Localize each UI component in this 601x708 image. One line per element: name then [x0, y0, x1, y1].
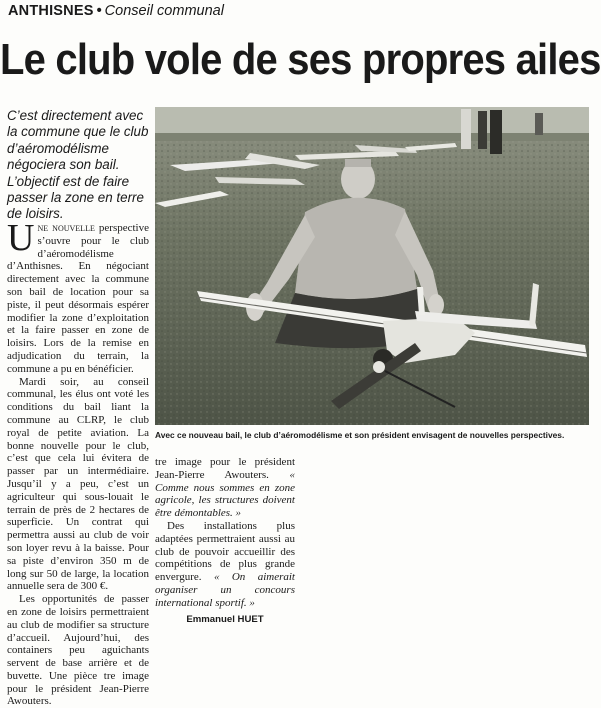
- kicker-bullet: •: [96, 3, 102, 19]
- article-column-2: [155, 456, 295, 625]
- article-column-1: [7, 217, 149, 708]
- chapo: C’est directement avec la commune que le club d’aéromodélisme négociera son bail. L’objectif est de faire passer la zone en terre de loisirs.: [7, 108, 149, 222]
- paragraph-4: [155, 520, 295, 610]
- paragraph-lead: ne nouvelle: [37, 222, 95, 234]
- author-byline: Emmanuel HUET: [186, 613, 264, 625]
- headline: Le club vole de ses propres ailes: [0, 36, 601, 84]
- kicker-location: ANTHISNES: [8, 3, 94, 19]
- quote-2: « On aimerait organiser un concours international sportif. »: [155, 571, 295, 609]
- paragraph-1: [7, 217, 149, 376]
- col2-lead-text: tre image pour le président Jean-Pierre Awouters.: [155, 456, 295, 481]
- paragraph-3-continued: [155, 456, 295, 520]
- paragraph-2: Mardi soir, au conseil communal, les élus ont voté les conditions du bail liant la commune au CLRP, le club royal de petite aviation. La bonne nouvelle pour le club, c’est que cela lui évitera de passer par un intermédiaire. Jusqu’il y a peu, c’est un agriculteur qui sous-louait le terrain de près de 2 hectares de superficie. Un contrat qui permettra aussi au club de voir son loyer revu à la baisse. Pour sa piste d’environ 350 m de long sur 50 de large, la location annuelle sera de 300 €.: [7, 375, 149, 593]
- kicker-section: Conseil communal: [104, 3, 224, 19]
- paragraph-4-text: Des installations plus adaptées permettraient aussi au club de pouvoir accueillir des compétitions de plus grande envergure.: [155, 519, 295, 584]
- article-photo: [155, 107, 589, 425]
- kicker: [8, 3, 224, 19]
- paragraph-1-text: perspective s’ouvre pour le club d’aéromodélisme d’Anthisnes. En négociant directement avec la commune son bail de location pour sa piste, il peut désormais espérer modifier la zone d’exploitation et la faire passer en zone de loisirs. Lors de la remise en adjudication du terrain, la commune a pu en bénéficier.: [7, 222, 149, 375]
- paragraph-3: Les opportunités de passer en zone de loisirs permettraient au club de modifier sa structure d’accueil. Aujourd’hui, des containers peu aguichants servent de base arrière et de buvette. Une pièce tre image pour le président Jean-Pierre Awouters.: [7, 593, 149, 708]
- photo-illustration: [155, 107, 589, 425]
- photo-caption: Avec ce nouveau bail, le club d’aéromodélisme et son président envisagent de nouvelles perspectives.: [155, 430, 565, 440]
- quote-1: « Comme nous sommes en zone agricole, les structures doivent être démontables. »: [155, 468, 295, 520]
- drop-cap: U: [7, 217, 35, 259]
